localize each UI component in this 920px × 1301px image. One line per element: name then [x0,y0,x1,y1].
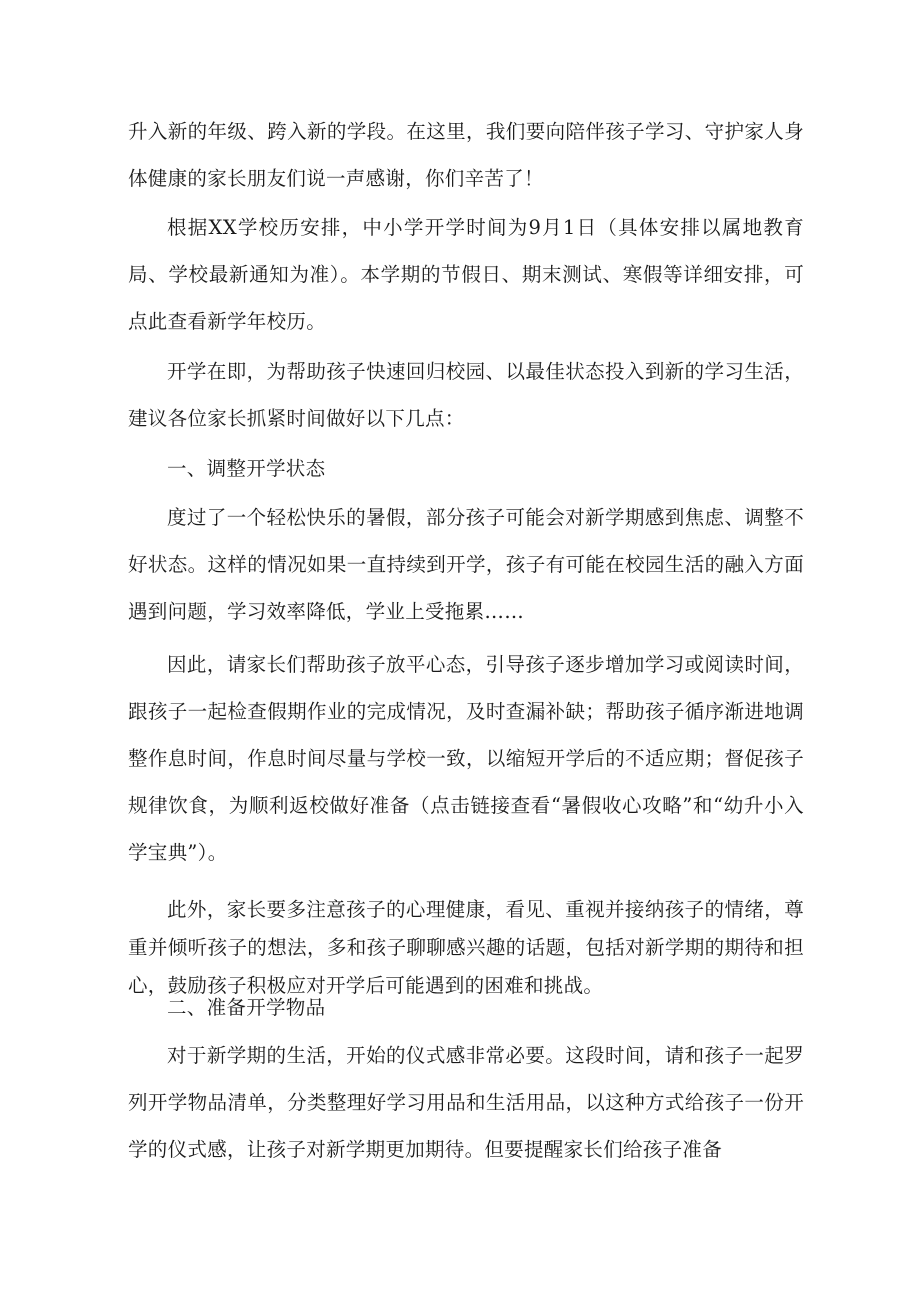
paragraph-continuation: 升入新的年级、跨入新的学段。在这里，我们要向陪伴孩子学习、守护家人身体健康的家长朋友们说一声感谢，你们辛苦了！ [128,120,804,190]
paragraph-anxiety: 度过了一个轻松快乐的暑假，部分孩子可能会对新学期感到焦虑、调整不好状态。这样的情况如果一直持续到开学，孩子有可能在校园生活的融入方面遇到问题，学习效率降低，学业上受拖累…… [128,506,804,623]
section-heading-prepare-supplies: 二、准备开学物品 [167,996,326,1019]
paragraph-school-calendar: 根据XX学校历安排，中小学开学时间为9月1日（具体安排以属地教育局、学校最新通知为准）。本学期的节假日、期末测试、寒假等详细安排，可点此查看新学年校历。 [128,216,804,333]
paragraph-suggestions-intro: 开学在即，为帮助孩子快速回归校园、以最佳状态投入到新的学习生活，建议各位家长抓紧时间做好以下几点： [128,360,804,430]
section-heading-adjust-state: 一、调整开学状态 [167,457,326,480]
paragraph-supplies: 对于新学期的生活，开始的仪式感非常必要。这段时间，请和孩子一起罗列开学物品清单，分类整理好学习用品和生活用品，以这种方式给孩子一份开学的仪式感，让孩子对新学期更加期待。但要提醒家长们给孩子准备 [128,1044,804,1161]
paragraph-parent-help: 因此，请家长们帮助孩子放平心态，引导孩子逐步增加学习或阅读时间，跟孩子一起检查假期作业的完成情况，及时查漏补缺；帮助孩子循序渐进地调整作息时间，作息时间尽量与学校一致，以缩短开学后的不适应期；督促孩子规律饮食，为顺利返校做好准备（点击链接查看“暑假收心攻略”和“幼升小入学宝典”）。 [128,653,804,864]
paragraph-mental-health: 此外，家长要多注意孩子的心理健康，看见、重视并接纳孩子的情绪，尊重并倾听孩子的想法，多和孩子聊聊感兴趣的话题，包括对新学期的期待和担心，鼓励孩子积极应对开学后可能遇到的困难和挑战。 [128,898,804,997]
